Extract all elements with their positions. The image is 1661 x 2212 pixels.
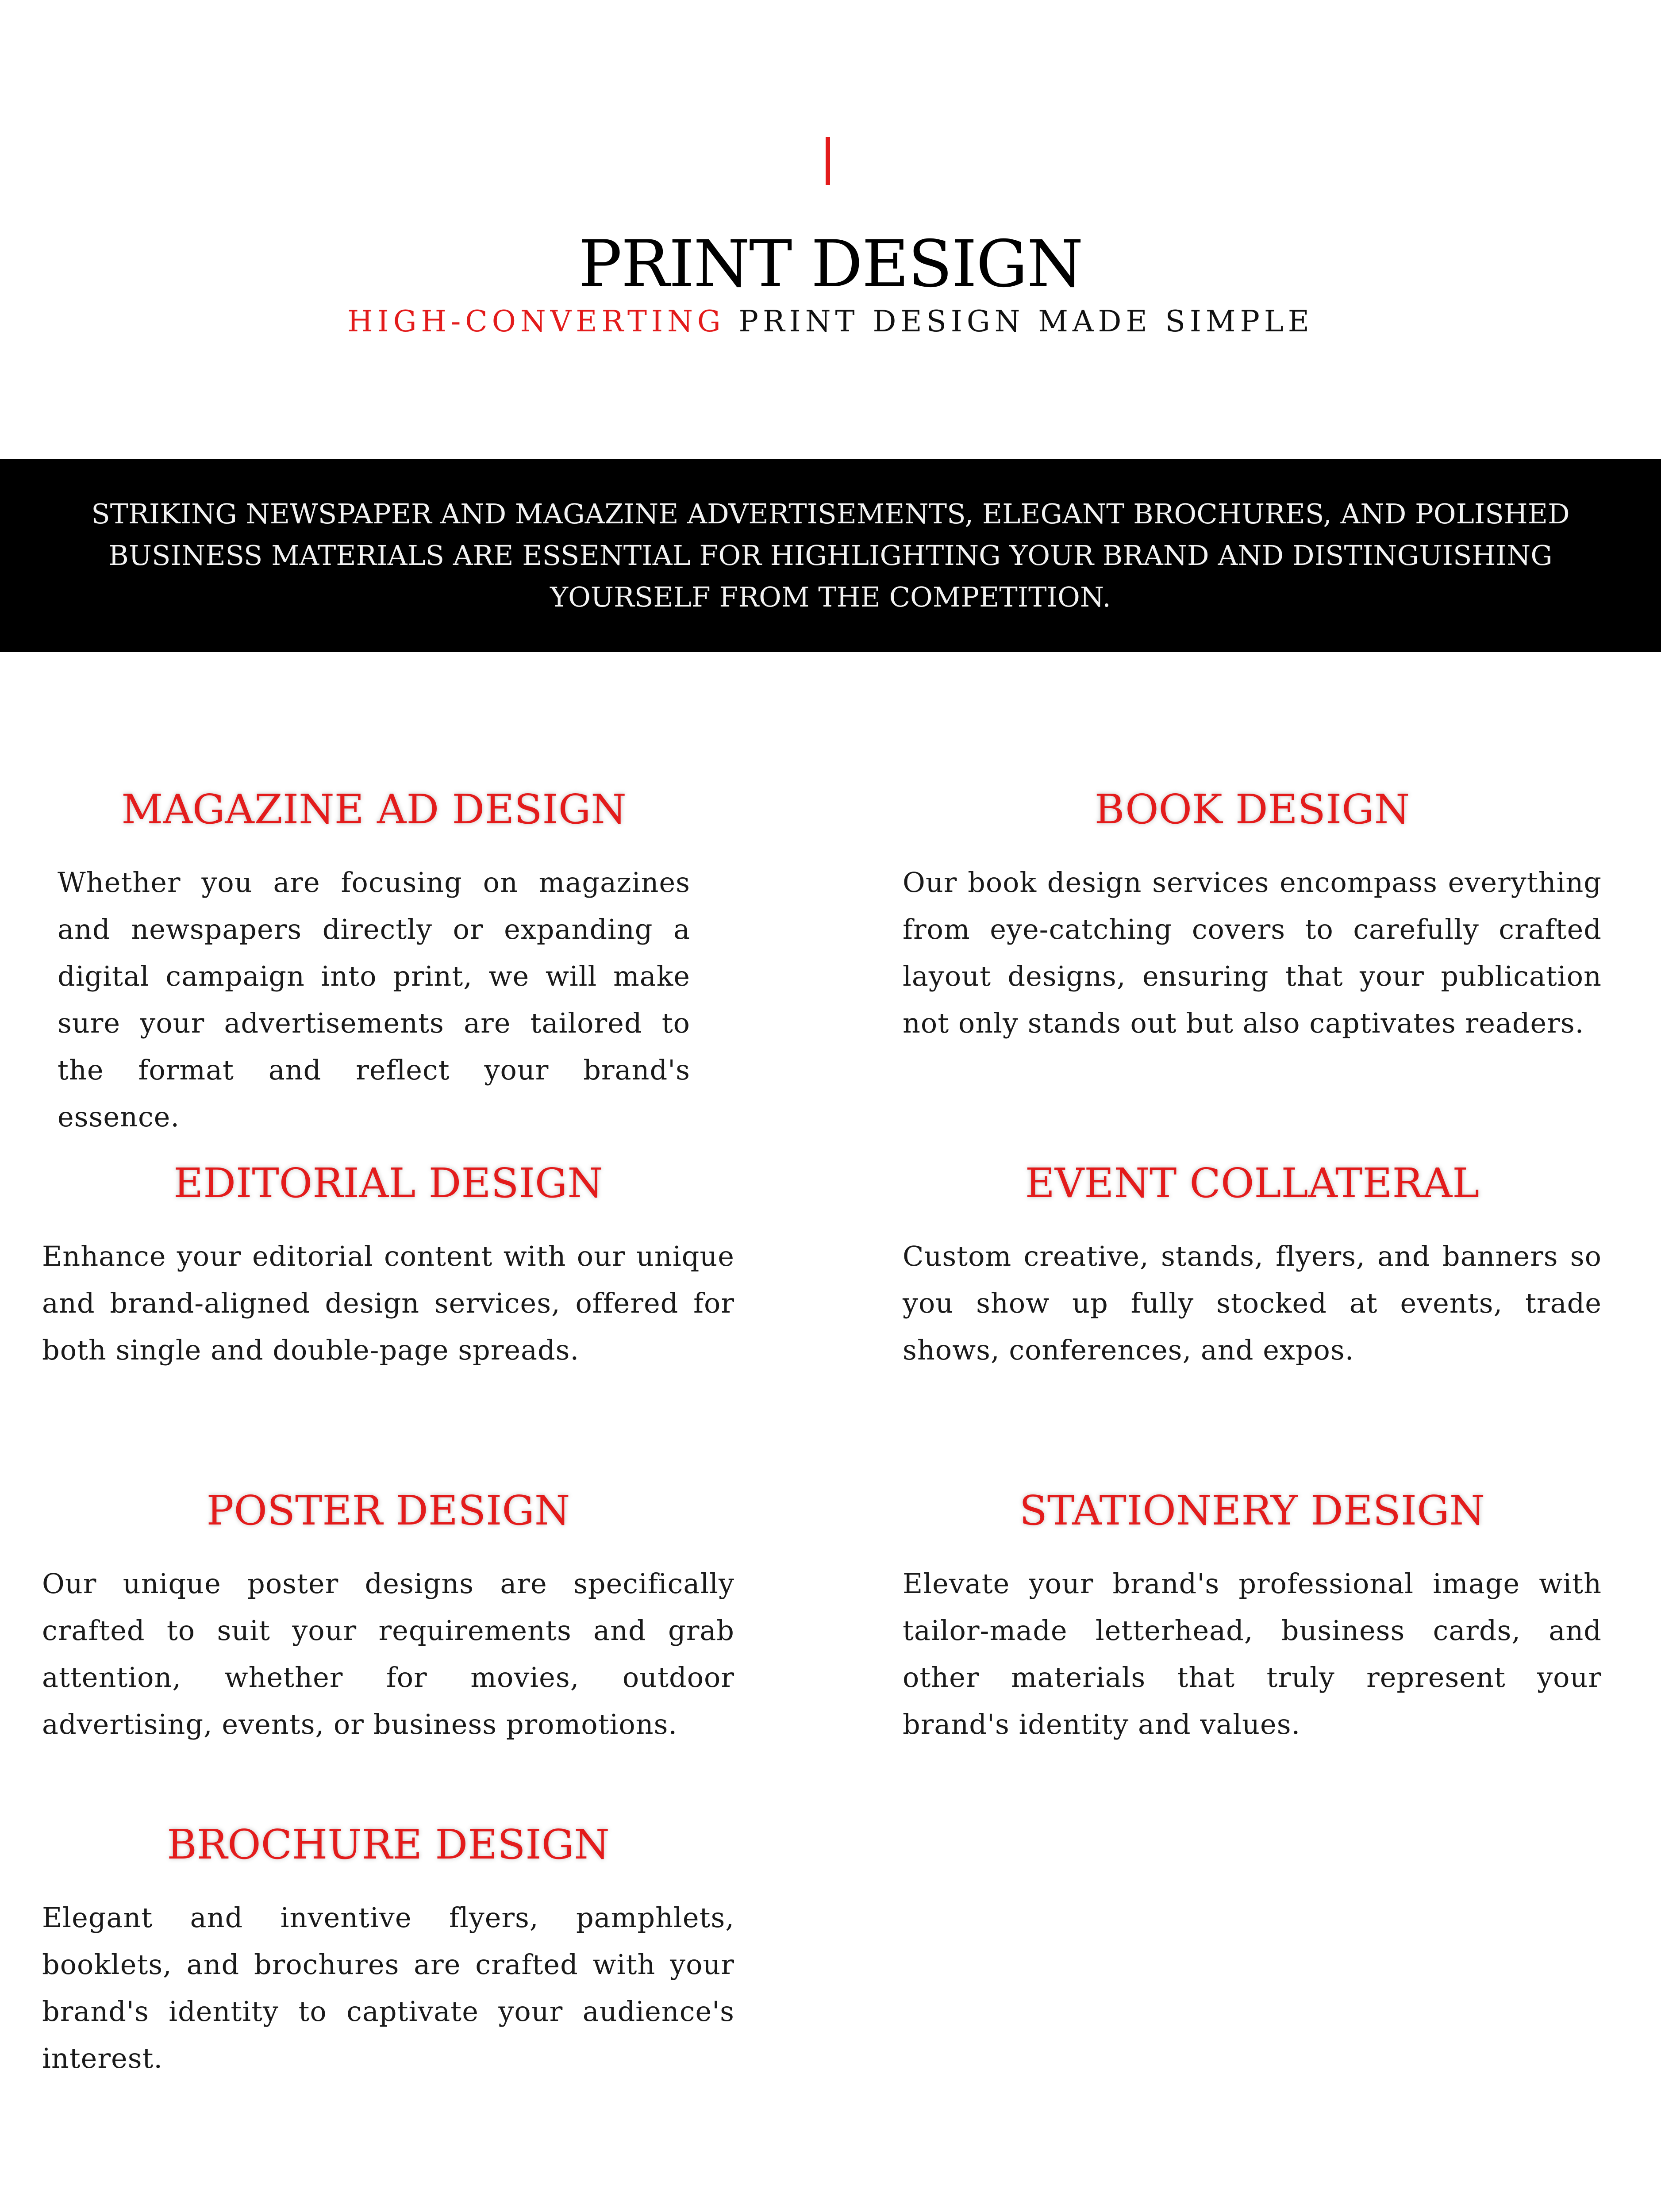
service-book-design xyxy=(903,783,1602,1047)
service-brochure-design xyxy=(42,1818,734,2082)
service-magazine-ad-design xyxy=(58,783,690,1141)
subtitle-accent: HIGH-CONVERTING xyxy=(347,304,725,338)
service-description: Our unique poster designs are specifically crafted to suit your requirements and grab attention, whether for movies, outdoor advertising, events, or business promotions. xyxy=(42,1567,734,1740)
service-description: Our book design services encompass everything from eye-catching covers to carefully crafted layout designs, ensuring that your publication not only stands out but also captivates readers. xyxy=(903,866,1602,1039)
banner-text: STRIKING NEWSPAPER AND MAGAZINE ADVERTISEMENTS, ELEGANT BROCHURES, AND POLISHED BUSINESS MATERIALS ARE ESSENTIAL FOR HIGHLIGHTING YOUR BRAND AND DISTINGUISHING YOURSELF FROM THE COMPETITION. xyxy=(91,497,1570,613)
page-subtitle xyxy=(0,302,1661,342)
service-title: EDITORIAL DESIGN xyxy=(173,1160,603,1207)
service-description: Custom creative, stands, flyers, and banners so you show up fully stocked at events, trade shows, conferences, and expos. xyxy=(903,1240,1602,1366)
accent-bar xyxy=(826,137,830,185)
subtitle-rest: PRINT DESIGN MADE SIMPLE xyxy=(725,304,1314,338)
service-description: Elegant and inventive flyers, pamphlets, booklets, and brochures are crafted with your brand's identity to captivate your audience's interest. xyxy=(42,1901,734,2074)
service-description: Whether you are focusing on magazines and newspapers directly or expanding a digital campaign into print, we will make sure your advertisements are tailored to the format and reflect your brand's essence. xyxy=(58,866,690,1133)
service-title: STATIONERY DESIGN xyxy=(1019,1487,1485,1534)
service-event-collateral xyxy=(903,1157,1602,1374)
service-description: Enhance your editorial content with our unique and brand-aligned design services, offered for both single and double-page spreads. xyxy=(42,1240,734,1366)
service-stationery-design xyxy=(903,1484,1602,1748)
intro-banner xyxy=(0,459,1661,652)
service-title: BOOK DESIGN xyxy=(1094,786,1410,833)
service-description: Elevate your brand's professional image with tailor-made letterhead, business cards, and other materials that truly represent your brand's identity and values. xyxy=(903,1567,1602,1740)
service-poster-design xyxy=(42,1484,734,1748)
service-title: EVENT COLLATERAL xyxy=(1025,1160,1480,1207)
service-title: POSTER DESIGN xyxy=(206,1487,570,1534)
service-title: BROCHURE DESIGN xyxy=(167,1821,610,1868)
service-title: MAGAZINE AD DESIGN xyxy=(121,786,627,833)
page-title: PRINT DESIGN xyxy=(578,227,1083,302)
service-editorial-design xyxy=(42,1157,734,1374)
